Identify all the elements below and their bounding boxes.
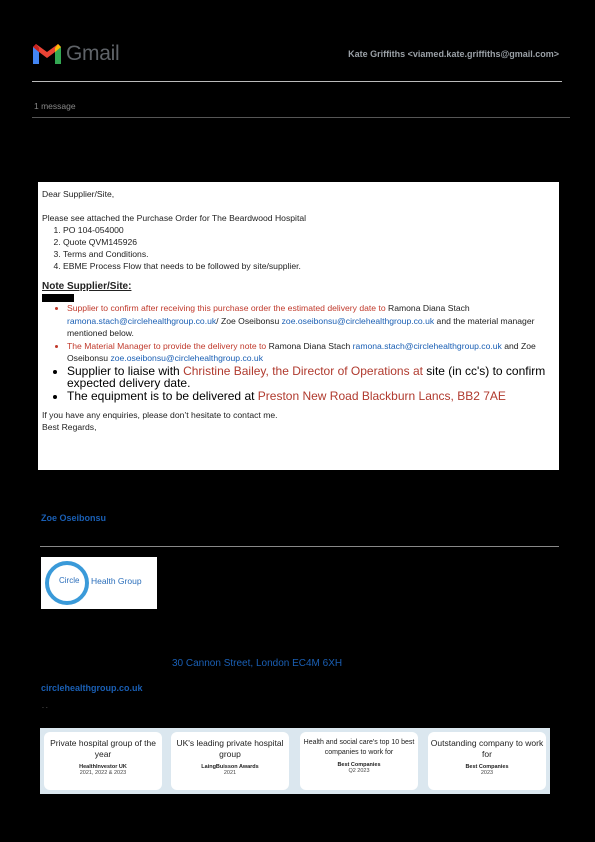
alert-text: Supplier to confirm after receiving this purchase order the estimated delivery date to <box>67 303 386 313</box>
delivery-address: Preston New Road Blackburn Lancs, BB2 7AE <box>257 388 506 403</box>
company-address[interactable]: 30 Cannon Street, London EC4M 6XH <box>172 658 343 669</box>
award-title: Outstanding company to work for <box>430 738 544 759</box>
award-source: LaingBuisson Awards <box>201 764 259 770</box>
award-source: Best Companies <box>337 762 381 768</box>
attachment-item: 2. Quote QVM145926 <box>63 236 555 248</box>
award-source: Best Companies <box>465 764 509 770</box>
signature-name: Zoe Oseibonsu <box>41 513 107 523</box>
logo-circle-text: Circle <box>59 576 80 585</box>
award-title: Private hospital group of the year <box>50 738 156 759</box>
contact-name: / Zoe Oseibonsu <box>216 315 282 326</box>
instruction-list <box>42 302 555 402</box>
award-year: 2023 <box>480 770 494 776</box>
circle-health-logo <box>41 557 157 609</box>
attachment-item: 1. PO 104-054000 <box>63 224 555 236</box>
award-title: UK's leading private hospital group <box>176 738 284 759</box>
award-title: Health and social care's top 10 best companies to work for <box>303 739 415 756</box>
award-source: HealthInvestor UK <box>79 764 127 770</box>
award-year: 2021, 2022 & 2023 <box>79 770 127 776</box>
instruction-text: Supplier to liaise with <box>67 363 184 378</box>
instruction-text: and the material manager mentioned below. <box>67 315 535 338</box>
instruction-item <box>67 390 555 403</box>
award-card <box>44 732 162 790</box>
message-count: 1 message <box>34 101 76 111</box>
email-body <box>38 182 559 470</box>
account-info: Kate Griffiths <viamed.kate.griffiths@gmail.com> <box>348 49 559 59</box>
sign-off: Best Regards, <box>42 422 97 432</box>
signature-divider <box>40 546 559 547</box>
meta-divider <box>32 117 570 118</box>
contact-name: Ramona Diana Stach <box>385 303 470 313</box>
award-card <box>171 732 289 790</box>
gmail-logo[interactable] <box>32 42 119 66</box>
contact-name: and Zoe Oseibonsu <box>67 340 536 363</box>
greeting: Dear Supplier/Site, <box>42 189 115 199</box>
redaction-bar <box>42 294 74 302</box>
instruction-item <box>67 302 555 340</box>
note-heading: Note Supplier/Site: <box>42 281 132 292</box>
award-year: 2021 <box>223 770 237 776</box>
email-link[interactable]: ramona.stach@circlehealthgroup.co.uk <box>67 315 217 326</box>
gmail-wordmark: Gmail <box>66 42 120 65</box>
instruction-text: site (in cc's) to confirm expected delivery date. <box>67 363 546 390</box>
instruction-item <box>67 340 555 365</box>
logo-health-text: Health Group <box>91 576 142 586</box>
contact-name: Ramona Diana Stach <box>266 340 353 351</box>
awards-banner <box>40 728 550 794</box>
header-divider <box>32 81 562 82</box>
gmail-m-icon <box>32 43 62 65</box>
alert-text: Christine Bailey, the Director of Operations at <box>183 363 423 378</box>
closing-text: If you have any enquiries, please don’t hesitate to contact me. <box>42 410 278 420</box>
website-link[interactable]: circlehealthgroup.co.uk <box>41 683 143 693</box>
award-card <box>300 732 418 790</box>
email-link[interactable]: ramona.stach@circlehealthgroup.co.uk <box>352 340 502 351</box>
instruction-text: The equipment is to be delivered at <box>67 388 258 403</box>
award-card <box>428 732 546 790</box>
attachment-list <box>42 224 555 272</box>
separator-dots: . . <box>42 703 48 710</box>
alert-text: The Material Manager to provide the delivery note to <box>67 340 267 351</box>
award-year: Q2 2023 <box>348 768 370 774</box>
email-link[interactable]: zoe.oseibonsu@circlehealthgroup.co.uk <box>281 315 435 326</box>
email-link[interactable]: zoe.oseibonsu@circlehealthgroup.co.uk <box>110 353 264 363</box>
intro-text: Please see attached the Purchase Order for The Beardwood Hospital <box>42 213 307 223</box>
attachment-item: 3. Terms and Conditions. <box>63 248 555 260</box>
attachment-item: 4. EBME Process Flow that needs to be followed by site/supplier. <box>63 260 555 272</box>
instruction-item <box>67 365 555 390</box>
